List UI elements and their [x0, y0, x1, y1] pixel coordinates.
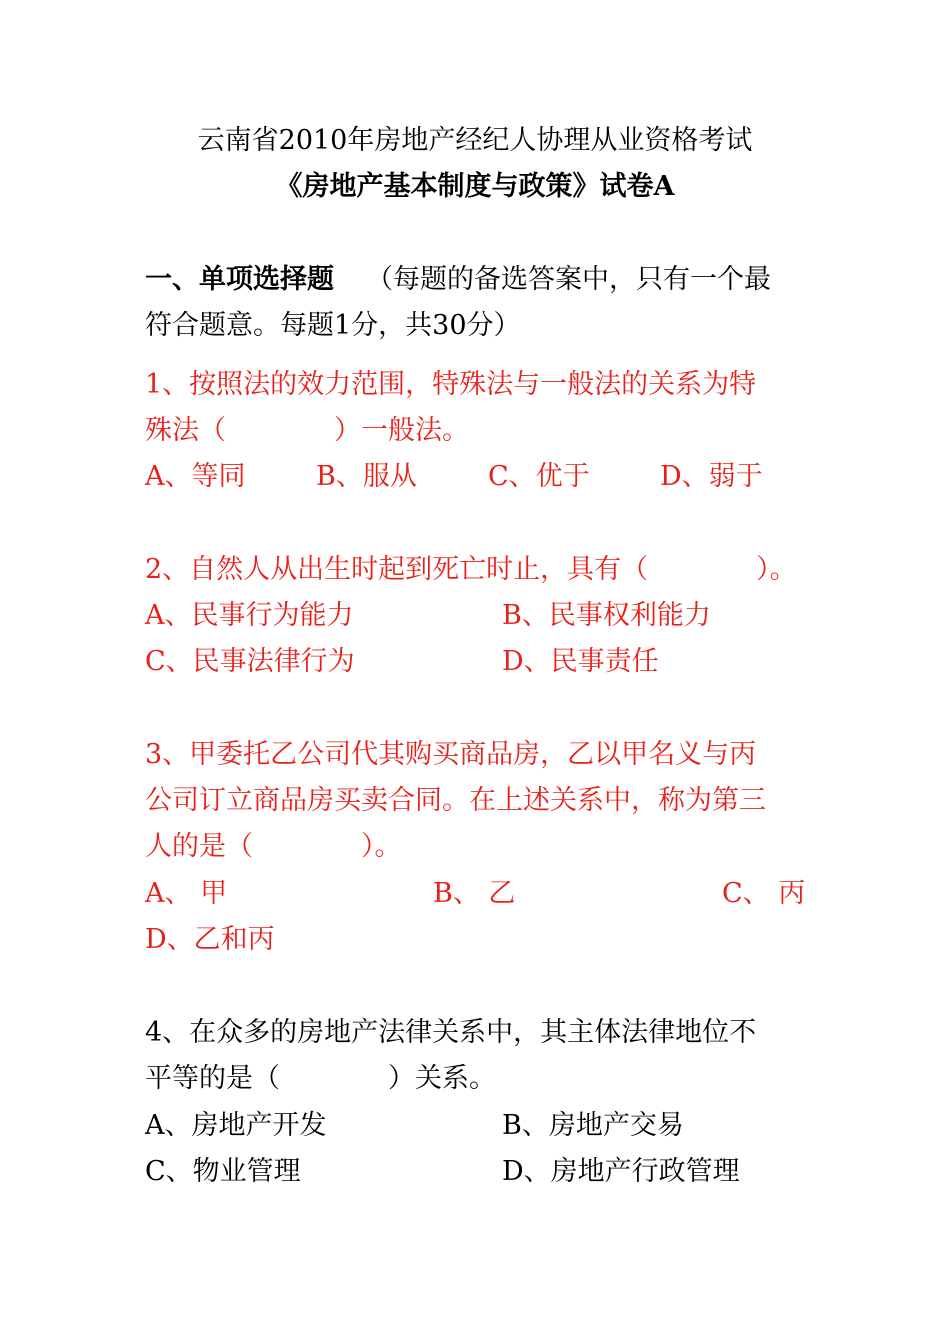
question-4-option-d: D、房地产行政管理: [502, 1156, 740, 1187]
question-1-option-a: A、等同: [145, 461, 246, 492]
question-2-option-b: B、民事权利能力: [502, 600, 711, 631]
question-4-option-c: C、物业管理: [145, 1156, 301, 1187]
question-3-stem-line2: 公司订立商品房买卖合同。在上述关系中，称为第三: [145, 785, 766, 816]
question-4-option-a: A、房地产开发: [145, 1110, 327, 1141]
question-1-option-c: C、优于: [488, 461, 590, 492]
question-2-option-d: D、民事责任: [502, 646, 659, 677]
section-heading-line: [145, 262, 771, 298]
question-1-option-d: D、弱于: [660, 461, 763, 492]
question-3-stem-line1: 3、甲委托乙公司代其购买商品房，乙以甲名义与丙: [145, 739, 757, 770]
question-4-option-b: B、房地产交易: [502, 1110, 684, 1141]
question-4-stem-line1: 4、在众多的房地产法律关系中，其主体法律地位不: [145, 1017, 757, 1048]
exam-title-line1: 云南省2010年房地产经纪人协理从业资格考试: [197, 125, 753, 156]
question-3-option-a: A、 甲: [145, 878, 228, 909]
section-note-line2: 符合题意。每题1分，共30分）: [145, 310, 521, 341]
section-heading: 一、单项选择题: [145, 264, 334, 295]
question-3-stem-line3: 人的是（ ）。: [145, 831, 402, 862]
exam-title-line2: 《房地产基本制度与政策》试卷A: [275, 171, 675, 202]
question-2-option-a: A、民事行为能力: [145, 600, 354, 631]
question-2-option-c: C、民事法律行为: [145, 646, 355, 677]
question-3-option-b: B、 乙: [433, 878, 516, 909]
question-1-option-b: B、服从: [316, 461, 417, 492]
question-1-stem-line1: 1、按照法的效力范围，特殊法与一般法的关系为特: [145, 369, 757, 400]
question-4-stem-line2: 平等的是（ ）关系。: [145, 1063, 496, 1094]
section-note: （每题的备选答案中，只有一个最: [366, 264, 771, 295]
question-1-stem-line2: 殊法（ ）一般法。: [145, 415, 469, 446]
question-2-stem-line1: 2、自然人从出生时起到死亡时止，具有（ ）。: [145, 554, 797, 585]
question-3-option-c: C、 丙: [722, 878, 806, 909]
question-3-option-d: D、乙和丙: [145, 924, 275, 955]
